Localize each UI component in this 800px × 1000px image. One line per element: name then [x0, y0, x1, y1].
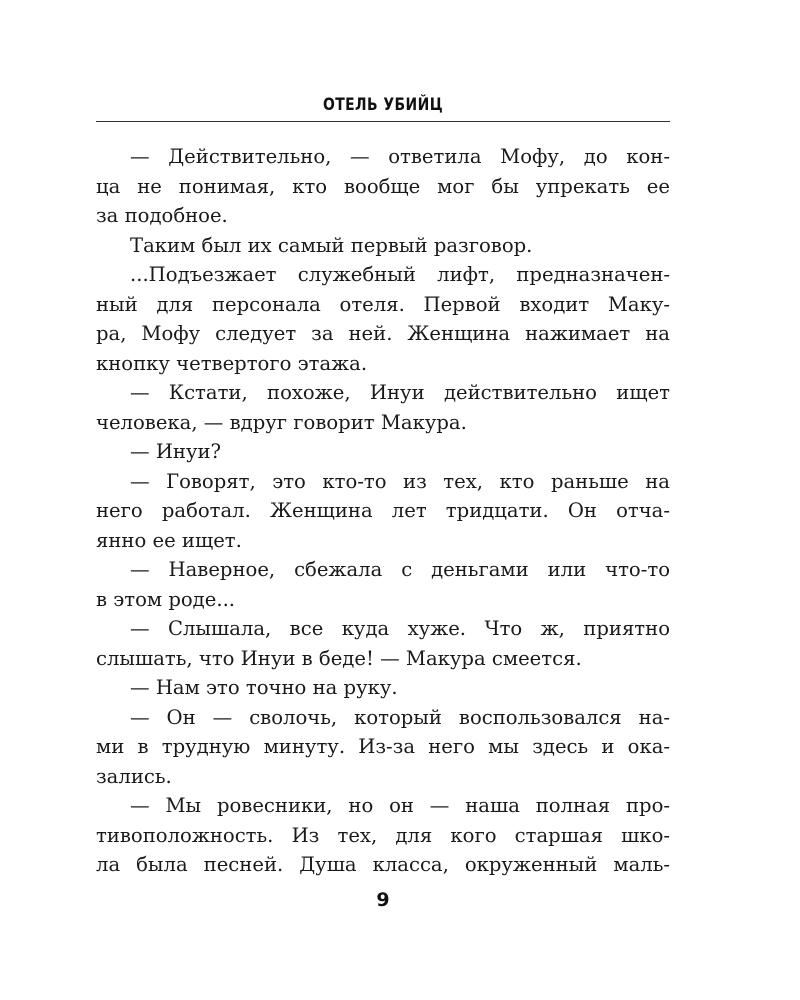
- running-head-title: ОТЕЛЬ УБИЙЦ: [322, 95, 444, 115]
- text-line: человека, — вдруг говорит Макура.: [96, 410, 467, 434]
- text-line: в этом роде...: [96, 587, 236, 611]
- text-line: ра, Мофу следует за ней. Женщина нажимает на: [96, 322, 670, 345]
- text-line: — Говорят, это кто-то из тех, кто раньше на: [130, 469, 670, 493]
- text-line: — Действительно, — ответила Мофу, до кон-: [130, 145, 670, 168]
- text-line: — Инуи?: [130, 440, 222, 463]
- text-line: — Нам это точно на руку.: [130, 676, 398, 699]
- text-line: Таким был их самый первый разговор.: [130, 233, 533, 257]
- text-line: ный для персонала отеля. Первой входит Маку-: [96, 292, 670, 316]
- text-line: ми в трудную минуту. Из-за него мы здесь и ока-: [96, 735, 670, 758]
- text-line: него работал. Женщина лет тридцати. Он отча-: [96, 499, 670, 522]
- text-line: ца не понимая, кто вообще мог бы упрекать ее: [96, 174, 670, 198]
- page-number: 9: [376, 889, 390, 911]
- text-line: — Слышала, все куда хуже. Что ж, приятно: [130, 617, 670, 640]
- text-line: за подобное.: [96, 204, 228, 227]
- text-line: — Наверное, сбежала с деньгами или что-то: [130, 558, 670, 581]
- text-line: кнопку четвертого этажа.: [96, 351, 368, 375]
- text-line: тивоположность. Из тех, для кого старшая шко-: [96, 823, 670, 847]
- text-line: ...Подъезжает служебный лифт, предназначен-: [130, 263, 670, 286]
- text-line: янно ее ищет.: [96, 528, 242, 552]
- text-line: ла была песней. Душа класса, окруженный маль-: [96, 853, 670, 876]
- text-line: — Кстати, похоже, Инуи действительно ищет: [130, 381, 670, 404]
- text-line: — Мы ровесники, но он — наша полная про-: [130, 794, 670, 817]
- text-line: зались.: [96, 764, 172, 788]
- header-rule: [96, 121, 670, 122]
- text-line: — Он — сволочь, который воспользовался на-: [130, 705, 670, 729]
- body-text: [96, 142, 670, 880]
- text-line: слышать, что Инуи в беде! — Макура смеется.: [96, 646, 582, 670]
